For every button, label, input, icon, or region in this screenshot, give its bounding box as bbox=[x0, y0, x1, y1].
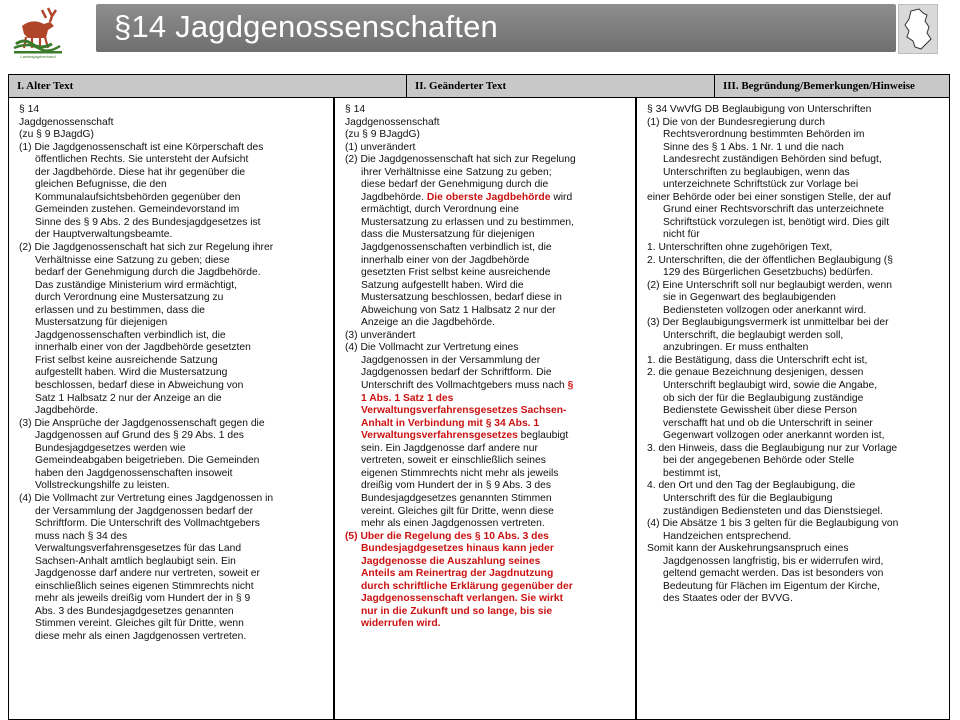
text-line bbox=[647, 380, 945, 393]
text-line bbox=[345, 192, 631, 205]
line-text: Verwaltungsverfahrensgesetzes für das Land bbox=[35, 543, 242, 555]
text-line bbox=[19, 305, 329, 318]
line-text: der Hauptverwaltungsbeamte. bbox=[35, 229, 173, 241]
line-text: Bedienstete Gewissheit über diese Person bbox=[663, 405, 858, 417]
line-text: innerhalb einer von der Jagdbehörde bbox=[361, 254, 530, 266]
text-line bbox=[345, 267, 631, 280]
text-line bbox=[345, 179, 631, 192]
line-text: (2) Die Jagdgenossenschaft hat sich zur Regelung bbox=[345, 154, 576, 166]
line-text: Jagdgenossen auf Grund des § 29 Abs. 1 des bbox=[35, 430, 244, 442]
line-text: haben den Jagdgenossenschaften insoweit bbox=[35, 467, 233, 479]
text-line bbox=[19, 154, 329, 167]
line-text: einer Behörde oder bei einer sonstigen Stelle, der auf bbox=[647, 191, 891, 203]
line-text: muss nach § 34 des bbox=[35, 530, 128, 542]
text-line bbox=[19, 631, 329, 644]
text-line bbox=[647, 179, 945, 192]
line-text: Unterschriften zu beglaubigen, wenn das bbox=[663, 166, 850, 178]
line-text: 2. Unterschriften, die der öffentlichen Beglaubigung (§ bbox=[647, 254, 893, 266]
saxony-anhalt-map-icon bbox=[899, 5, 937, 53]
text-line bbox=[345, 117, 631, 130]
line-text: Abweichung von Satz 1 Halbsatz 2 nur der bbox=[361, 304, 556, 316]
changed-text: § bbox=[564, 380, 574, 392]
line-text: ihrer Verhältnisse eine Satzung zu geben; bbox=[361, 166, 552, 178]
text-line bbox=[19, 355, 329, 368]
line-text: (3) Die Ansprüche der Jagdgenossenschaft gegen die bbox=[19, 417, 265, 429]
text-line bbox=[647, 217, 945, 230]
text-line bbox=[19, 593, 329, 606]
text-line bbox=[647, 405, 945, 418]
text-line bbox=[647, 531, 945, 544]
line-text: Jagdgenossenschaft bbox=[345, 116, 440, 128]
line-text: nicht für bbox=[663, 229, 700, 241]
text-line bbox=[345, 355, 631, 368]
line-text: Jagdgenossenschaften verbindlich ist, die bbox=[35, 329, 226, 341]
line-text: Schriftform. Die Unterschrift des Vollmachtgebers bbox=[35, 518, 260, 530]
text-line bbox=[345, 581, 631, 594]
text-line bbox=[345, 455, 631, 468]
line-text: Kommunalaufsichtsbehörden gegenüber den bbox=[35, 191, 241, 203]
text-line bbox=[345, 242, 631, 255]
line-text: geltend gemacht werden. Das ist besonders von bbox=[663, 568, 884, 580]
text-line bbox=[345, 443, 631, 456]
text-line bbox=[19, 217, 329, 230]
text-line bbox=[19, 506, 329, 519]
line-text: Verhältnisse eine Satzung zu geben; diese bbox=[35, 254, 230, 266]
line-text: Satzung aufgestellt haben. Wird die bbox=[361, 279, 524, 291]
line-text: Gegenwart vollzogen oder anerkannt worden ist, bbox=[663, 430, 885, 442]
line-text: (3) Der Beglaubigungsvermerk ist unmittelbar bei der bbox=[647, 317, 889, 329]
line-text: 3. den Hinweis, dass die Beglaubigung nur zur Vorlage bbox=[647, 442, 898, 454]
column-old-text bbox=[9, 98, 335, 719]
text-line bbox=[647, 342, 945, 355]
text-line bbox=[647, 305, 945, 318]
text-line bbox=[19, 568, 329, 581]
text-line bbox=[647, 468, 945, 481]
header-changed-text: II. Geänderter Text bbox=[407, 75, 715, 97]
line-text: Unterschrift beglaubigt wird, sowie die Angabe, bbox=[663, 380, 878, 392]
line-text: Mustersatzung für diejenigen bbox=[35, 317, 168, 329]
line-text: bestimmt ist, bbox=[663, 467, 721, 479]
line-text: Somit kann der Auskehrungsanspruch eines bbox=[647, 543, 849, 555]
text-line bbox=[345, 405, 631, 418]
text-line bbox=[647, 430, 945, 443]
text-line bbox=[647, 593, 945, 606]
text-line bbox=[345, 493, 631, 506]
line-text: (2) Eine Unterschrift soll nur beglaubigt werden, wenn bbox=[647, 279, 892, 291]
comparison-table bbox=[8, 74, 950, 720]
text-line bbox=[19, 543, 329, 556]
text-line bbox=[19, 104, 329, 117]
text-line bbox=[647, 556, 945, 569]
text-line bbox=[647, 242, 945, 255]
text-line bbox=[19, 167, 329, 180]
line-text: Bedeutung für Flächen im Eigentum der Kirche, bbox=[663, 580, 880, 592]
svg-text:Landesjagdverband: Landesjagdverband bbox=[20, 54, 56, 59]
text-line bbox=[345, 506, 631, 519]
line-text: Satz 1 Halbsatz 2 nur der Anzeige an die bbox=[35, 392, 222, 404]
line-text: Landesrecht zuständigen Behörden sind befugt, bbox=[663, 154, 882, 166]
line-text-after: beglaubigt bbox=[517, 430, 569, 442]
text-line bbox=[19, 292, 329, 305]
text-line bbox=[647, 129, 945, 142]
changed-text: Verwaltungsverfahrensgesetzes Sachsen- bbox=[361, 405, 567, 417]
line-text: Abs. 3 des Bundesjagdgesetzes genannten bbox=[35, 605, 234, 617]
line-text: gesetzten Frist selbst keine ausreichende bbox=[361, 267, 551, 279]
line-text: gleichen Befugnisse, die den bbox=[35, 179, 167, 191]
text-line bbox=[345, 317, 631, 330]
text-line bbox=[647, 506, 945, 519]
line-text: § 34 VwVfG DB Beglaubigung von Unterschriften bbox=[647, 104, 872, 115]
line-text: Jagdgenossenschaft bbox=[19, 116, 114, 128]
column-changed-text bbox=[335, 98, 637, 719]
line-text: 129 des Bürgerlichen Gesetzbuchs) bedürfen. bbox=[663, 267, 874, 279]
line-text: Jagdbehörde. bbox=[361, 191, 424, 203]
line-text: bei der angegebenen Behörde oder Stelle bbox=[663, 455, 855, 467]
line-text: Gemeindeabgaben beigetrieben. Die Gemeinden bbox=[35, 455, 260, 467]
line-text: der Versammlung der Jagdgenossen bedarf der bbox=[35, 505, 254, 517]
line-text: Jagdgenosse darf andere nur vertreten, soweit er bbox=[35, 568, 260, 580]
line-text: 4. den Ort und den Tag der Beglaubigung, die bbox=[647, 480, 856, 492]
line-text: Grund einer Rechtsvorschrift das unterzeichnete bbox=[663, 204, 884, 216]
changed-text: (5) Über die Regelung des § 10 Abs. 3 des bbox=[345, 530, 549, 542]
text-line bbox=[345, 129, 631, 142]
text-line bbox=[647, 104, 945, 117]
text-line bbox=[345, 167, 631, 180]
line-text: 1. die Bestätigung, dass die Unterschrift echt ist, bbox=[647, 354, 868, 366]
text-line bbox=[345, 305, 631, 318]
header-reasoning: III. Begründung/Bemerkungen/Hinweise bbox=[723, 80, 915, 92]
text-line bbox=[345, 393, 631, 406]
line-text: Jagdgenossen langfristig, bis er widerrufen wird, bbox=[663, 555, 884, 567]
text-line bbox=[19, 129, 329, 142]
text-line bbox=[647, 229, 945, 242]
line-text: (3) unverändert bbox=[345, 329, 416, 341]
changed-text: durch schriftliche Erklärung gegenüber der bbox=[361, 580, 573, 592]
line-text: Gemeinden zustehen. Gemeindevorstand im bbox=[35, 204, 240, 216]
changed-text: Bundesjagdgesetzes hinaus kann jeder bbox=[361, 543, 554, 555]
line-text: Das zuständige Ministerium wird ermächtigt, bbox=[35, 279, 238, 291]
text-line bbox=[19, 192, 329, 205]
text-line bbox=[345, 342, 631, 355]
logo bbox=[8, 4, 68, 60]
changed-text: Jagdgenossenschaft verlangen. Sie wirkt bbox=[361, 593, 564, 605]
line-text: Bundesjagdgesetzes genannten Stimmen bbox=[361, 492, 552, 504]
text-line bbox=[19, 556, 329, 569]
text-line bbox=[647, 393, 945, 406]
text-line bbox=[19, 581, 329, 594]
changed-text: widerrufen wird. bbox=[361, 618, 441, 630]
line-text: dass die Mustersatzung für diejenigen bbox=[361, 229, 535, 241]
line-text: (1) Die Jagdgenossenschaft ist eine Körperschaft des bbox=[19, 141, 264, 153]
text-line bbox=[19, 418, 329, 431]
line-text: dreißig vom Hundert der in § 9 Abs. 3 des bbox=[361, 480, 552, 492]
line-text: Frist selbst keine ausreichende Satzung bbox=[35, 354, 218, 366]
text-line bbox=[19, 204, 329, 217]
line-text: Unterschrift des für die Beglaubigung bbox=[663, 492, 833, 504]
line-text: (4) Die Vollmacht zur Vertretung eines bbox=[345, 342, 519, 354]
line-text: (zu § 9 BJagdG) bbox=[19, 129, 94, 141]
line-text: sein. Ein Jagdgenosse darf andere nur bbox=[361, 442, 538, 454]
text-line bbox=[345, 531, 631, 544]
text-line bbox=[647, 117, 945, 130]
text-line bbox=[19, 455, 329, 468]
text-line bbox=[647, 518, 945, 531]
line-text: Bediensteten vollzogen oder anerkannt wird. bbox=[663, 304, 867, 316]
text-line bbox=[19, 117, 329, 130]
line-text: Unterschrift, die beglaubigt werden soll, bbox=[663, 329, 844, 341]
column-reasoning bbox=[637, 98, 949, 719]
line-text: öffentlichen Rechts. Sie untersteht der Aufsicht bbox=[35, 154, 249, 166]
slide-header bbox=[0, 0, 960, 64]
page-title: §14 Jagdgenossenschaften bbox=[114, 9, 498, 44]
text-line bbox=[19, 342, 329, 355]
line-text: der Jagdbehörde. Diese hat ihr gegenüber die bbox=[35, 166, 246, 178]
line-text: mehr als einen Jagdgenossen vertreten. bbox=[361, 518, 545, 530]
text-line bbox=[345, 104, 631, 117]
text-line bbox=[647, 480, 945, 493]
text-line bbox=[345, 518, 631, 531]
text-line bbox=[19, 518, 329, 531]
text-line bbox=[19, 317, 329, 330]
table-header bbox=[9, 75, 949, 98]
text-line bbox=[345, 154, 631, 167]
line-text: Sachsen-Anhalt amtlich beglaubigt sein. Ein bbox=[35, 555, 236, 567]
text-line bbox=[647, 167, 945, 180]
line-text: Schriftstück vorzulegen ist, benötigt wird. Dies gilt bbox=[663, 216, 890, 228]
line-text: des Staates oder der BVVG. bbox=[663, 593, 793, 605]
text-line bbox=[647, 581, 945, 594]
text-line bbox=[647, 142, 945, 155]
line-text: Rechtsverordnung bestimmten Behörden im bbox=[663, 129, 865, 141]
line-text: einschließlich seines eigenen Stimmrechts nicht bbox=[35, 580, 254, 592]
line-text-after: wird bbox=[550, 191, 573, 203]
text-line bbox=[19, 468, 329, 481]
text-line bbox=[19, 242, 329, 255]
changed-text: nur in die Zukunft und so lange, bis sie bbox=[361, 605, 553, 617]
line-text: (1) unverändert bbox=[345, 141, 416, 153]
text-line bbox=[19, 493, 329, 506]
line-text: vereint. Gleiches gilt für Dritte, wenn diese bbox=[361, 505, 554, 517]
changed-text: Jagdgenosse die Auszahlung seines bbox=[361, 555, 541, 567]
line-text: Mustersatzung zu erlassen und zu bestimmen, bbox=[361, 216, 574, 228]
text-line bbox=[19, 443, 329, 456]
text-line bbox=[345, 204, 631, 217]
header-old-text: I. Alter Text bbox=[9, 75, 407, 97]
text-line bbox=[345, 280, 631, 293]
text-line bbox=[647, 317, 945, 330]
line-text: 2. die genaue Bezeichnung desjenigen, dessen bbox=[647, 367, 864, 379]
line-text: verschafft hat und ob die Unterschrift in seiner bbox=[663, 417, 873, 429]
line-text: Bundesjagdgesetzes werden wie bbox=[35, 442, 186, 454]
text-line bbox=[19, 380, 329, 393]
text-line bbox=[647, 204, 945, 217]
text-line bbox=[19, 405, 329, 418]
line-text: 1. Unterschriften ohne zugehörigen Text, bbox=[647, 242, 833, 254]
line-text: Handzeichen entsprechend. bbox=[663, 530, 792, 542]
map-icon bbox=[898, 4, 938, 54]
text-line bbox=[647, 154, 945, 167]
text-line bbox=[647, 267, 945, 280]
line-text: § 14 bbox=[345, 104, 366, 115]
line-text: (4) Die Vollmacht zur Vertretung eines Jagdgenossen in bbox=[19, 492, 274, 504]
line-text: (4) Die Absätze 1 bis 3 gelten für die Beglaubigung von bbox=[647, 518, 899, 530]
text-line bbox=[345, 380, 631, 393]
line-text: (1) Die von der Bundesregierung durch bbox=[647, 116, 826, 128]
changed-text: Die oberste Jagdbehörde bbox=[423, 191, 551, 203]
line-text: Anzeige an die Jagdbehörde. bbox=[361, 317, 495, 329]
line-text: ob sich der für die Beglaubigung zuständige bbox=[663, 392, 864, 404]
text-line bbox=[345, 229, 631, 242]
text-line bbox=[647, 418, 945, 431]
text-line bbox=[345, 217, 631, 230]
line-text: Jagdgenossen in der Versammlung der bbox=[361, 354, 541, 366]
line-text: Sinne des § 9 Abs. 2 des Bundesjagdgesetzes ist bbox=[35, 216, 261, 228]
text-line bbox=[19, 267, 329, 280]
line-text: eigenen Stimmrechts nicht mehr als jeweils bbox=[361, 467, 559, 479]
text-line bbox=[345, 468, 631, 481]
line-text: innerhalb einer von der Jagdbehörde gesetzten bbox=[35, 342, 251, 354]
line-text: beschlossen, bedarf diese in Abweichung von bbox=[35, 380, 244, 392]
line-text: erlassen und zu bestimmen, dass die bbox=[35, 304, 205, 316]
line-text: bedarf der Genehmigung durch die Jagdbehörde. bbox=[35, 267, 261, 279]
text-line bbox=[19, 255, 329, 268]
line-text: vertreten, soweit er einschließlich seines bbox=[361, 455, 546, 467]
line-text: Sinne des § 1 Abs. 1 Nr. 1 und die nach bbox=[663, 141, 844, 153]
text-line bbox=[647, 355, 945, 368]
changed-text: Anteils am Reinertrag der Jagdnutzung bbox=[361, 568, 554, 580]
text-line bbox=[345, 255, 631, 268]
line-text: sie in Gegenwart des beglaubigenden bbox=[663, 292, 836, 304]
text-line bbox=[345, 292, 631, 305]
line-text: anzubringen. Er muss enthalten bbox=[663, 342, 809, 354]
title-bar bbox=[96, 4, 896, 52]
line-text: ermächtigt, durch Verordnung eine bbox=[361, 204, 519, 216]
line-text: § 14 bbox=[19, 104, 40, 115]
line-text: zuständigen Bediensteten und das Dienstsiegel. bbox=[663, 505, 883, 517]
text-line bbox=[647, 292, 945, 305]
text-line bbox=[345, 593, 631, 606]
text-line bbox=[647, 443, 945, 456]
text-line bbox=[19, 142, 329, 155]
text-line bbox=[647, 543, 945, 556]
text-line bbox=[345, 606, 631, 619]
line-text: Stimmen vereint. Gleiches gilt für Dritte, wenn bbox=[35, 618, 244, 630]
text-line bbox=[345, 543, 631, 556]
text-line bbox=[19, 618, 329, 631]
line-text: diese mehr als einen Jagdgenossen vertreten. bbox=[35, 630, 247, 642]
line-text: durch Verordnung eine Mustersatzung zu bbox=[35, 292, 224, 304]
text-line bbox=[647, 280, 945, 293]
text-line bbox=[647, 493, 945, 506]
text-line bbox=[345, 430, 631, 443]
text-line bbox=[19, 280, 329, 293]
text-line bbox=[19, 531, 329, 544]
text-line bbox=[647, 192, 945, 205]
text-line bbox=[345, 568, 631, 581]
text-line bbox=[647, 568, 945, 581]
text-line bbox=[19, 179, 329, 192]
text-line bbox=[19, 330, 329, 343]
text-line bbox=[19, 229, 329, 242]
text-line bbox=[647, 255, 945, 268]
line-text: aufgestellt haben. Wird die Mustersatzung bbox=[35, 367, 228, 379]
line-text: diese bedarf der Genehmigung durch die bbox=[361, 179, 549, 191]
line-text: mehr als jeweils dreißig vom Hundert der in § 9 bbox=[35, 593, 251, 605]
line-text: Mustersatzung beschlossen, bedarf diese in bbox=[361, 292, 562, 304]
text-line bbox=[647, 455, 945, 468]
line-text: unterzeichnete Schriftstück zur Vorlage bei bbox=[663, 179, 859, 191]
text-line bbox=[345, 142, 631, 155]
line-text: Unterschrift des Vollmachtgebers muss nach bbox=[361, 380, 565, 392]
line-text: (2) Die Jagdgenossenschaft hat sich zur Regelung ihrer bbox=[19, 242, 274, 254]
changed-text: Anhalt in Verbindung mit § 34 Abs. 1 bbox=[361, 417, 540, 429]
text-line bbox=[647, 330, 945, 343]
changed-text: 1 Abs. 1 Satz 1 des bbox=[361, 392, 454, 404]
line-text: (zu § 9 BJagdG) bbox=[345, 129, 420, 141]
text-line bbox=[19, 393, 329, 406]
text-line bbox=[345, 367, 631, 380]
text-line bbox=[19, 430, 329, 443]
text-line bbox=[345, 480, 631, 493]
line-text: Vollstreckungshilfe zu leisten. bbox=[35, 480, 170, 492]
text-line bbox=[647, 367, 945, 380]
deer-logo-icon bbox=[8, 4, 68, 60]
text-line bbox=[345, 330, 631, 343]
changed-text: Verwaltungsverfahrensgesetzes bbox=[361, 430, 518, 442]
text-line bbox=[19, 480, 329, 493]
text-line bbox=[19, 606, 329, 619]
line-text: Jagdgenossenschaften verbindlich ist, die bbox=[361, 242, 552, 254]
text-line bbox=[345, 418, 631, 431]
line-text: Jagdbehörde. bbox=[35, 405, 98, 417]
line-text: Jagdgenossen bedarf der Schriftform. Die bbox=[361, 367, 552, 379]
text-line bbox=[345, 618, 631, 631]
text-line bbox=[345, 556, 631, 569]
text-line bbox=[19, 367, 329, 380]
